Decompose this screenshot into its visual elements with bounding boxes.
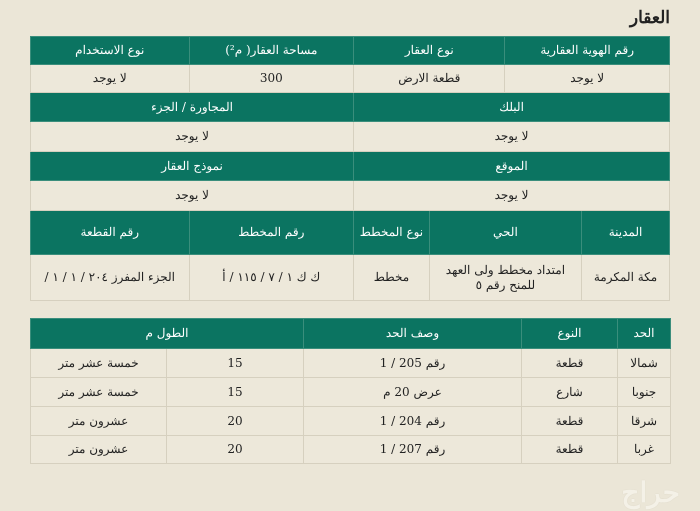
boundary-type: قطعة: [522, 436, 618, 464]
property-table: [30, 36, 670, 301]
boundary-type: قطعة: [522, 407, 618, 436]
boundary-side: غربا: [618, 436, 671, 464]
table-row: [31, 378, 671, 407]
header-usage-type: نوع الاستخدام: [31, 37, 190, 65]
header-block: البلك: [354, 93, 670, 122]
value-property-area: 300: [189, 65, 354, 93]
value-plan-number: ك ك ١ / ٧ / ١١٥ / أ: [189, 255, 354, 301]
header-district: الحي: [429, 211, 581, 255]
boundary-length-words: عشرون متر: [31, 436, 167, 464]
boundary-length: 15: [167, 378, 304, 407]
header-length: الطول م: [31, 319, 304, 349]
header-city: المدينة: [582, 211, 670, 255]
boundary-type: قطعة: [522, 349, 618, 378]
header-neighborhood-part: المجاورة / الجزء: [31, 93, 354, 122]
header-plot-number: رقم القطعة: [31, 211, 190, 255]
value-plan-type: مخطط: [354, 255, 430, 301]
value-district: امتداد مخطط ولى العهد للمنح رقم ٥: [429, 255, 581, 301]
section-title: العقار: [629, 8, 670, 28]
header-plan-number: رقم المخطط: [189, 211, 354, 255]
value-usage-type: لا يوجد: [31, 65, 190, 93]
boundary-side: جنوبا: [618, 378, 671, 407]
value-property-type: قطعة الارض: [354, 65, 505, 93]
boundary-description: عرض 20 م: [304, 378, 522, 407]
watermark-logo: حراج: [621, 476, 680, 509]
table-row: [31, 349, 671, 378]
boundary-description: رقم 205 / 1: [304, 349, 522, 378]
header-description: وصف الحد: [304, 319, 522, 349]
header-type: النوع: [522, 319, 618, 349]
header-location: الموقع: [354, 152, 670, 181]
header-boundary: الحد: [618, 319, 671, 349]
value-neighborhood-part: لا يوجد: [31, 122, 354, 152]
header-plan-type: نوع المخطط: [354, 211, 430, 255]
value-plot-number: الجزء المفرز ٢٠٤ / ١ / ١ /: [31, 255, 190, 301]
header-property-area: مساحة العقار( م²): [189, 37, 354, 65]
value-property-id: لا يوجد: [505, 65, 670, 93]
boundary-length-words: خمسة عشر متر: [31, 349, 167, 378]
value-block: لا يوجد: [354, 122, 670, 152]
boundary-side: شرقا: [618, 407, 671, 436]
boundary-description: رقم 204 / 1: [304, 407, 522, 436]
value-location: لا يوجد: [354, 181, 670, 211]
boundaries-table: [30, 318, 671, 464]
boundary-description: رقم 207 / 1: [304, 436, 522, 464]
value-city: مكة المكرمة: [582, 255, 670, 301]
table-row: [31, 407, 671, 436]
header-property-id: رقم الهوية العقارية: [505, 37, 670, 65]
boundary-length: 20: [167, 407, 304, 436]
header-property-type: نوع العقار: [354, 37, 505, 65]
boundary-length-words: خمسة عشر متر: [31, 378, 167, 407]
table-row: [31, 436, 671, 464]
boundary-side: شمالا: [618, 349, 671, 378]
boundary-length: 15: [167, 349, 304, 378]
boundary-type: شارع: [522, 378, 618, 407]
header-property-model: نموذج العقار: [31, 152, 354, 181]
boundary-length-words: عشرون متر: [31, 407, 167, 436]
boundary-length: 20: [167, 436, 304, 464]
value-property-model: لا يوجد: [31, 181, 354, 211]
